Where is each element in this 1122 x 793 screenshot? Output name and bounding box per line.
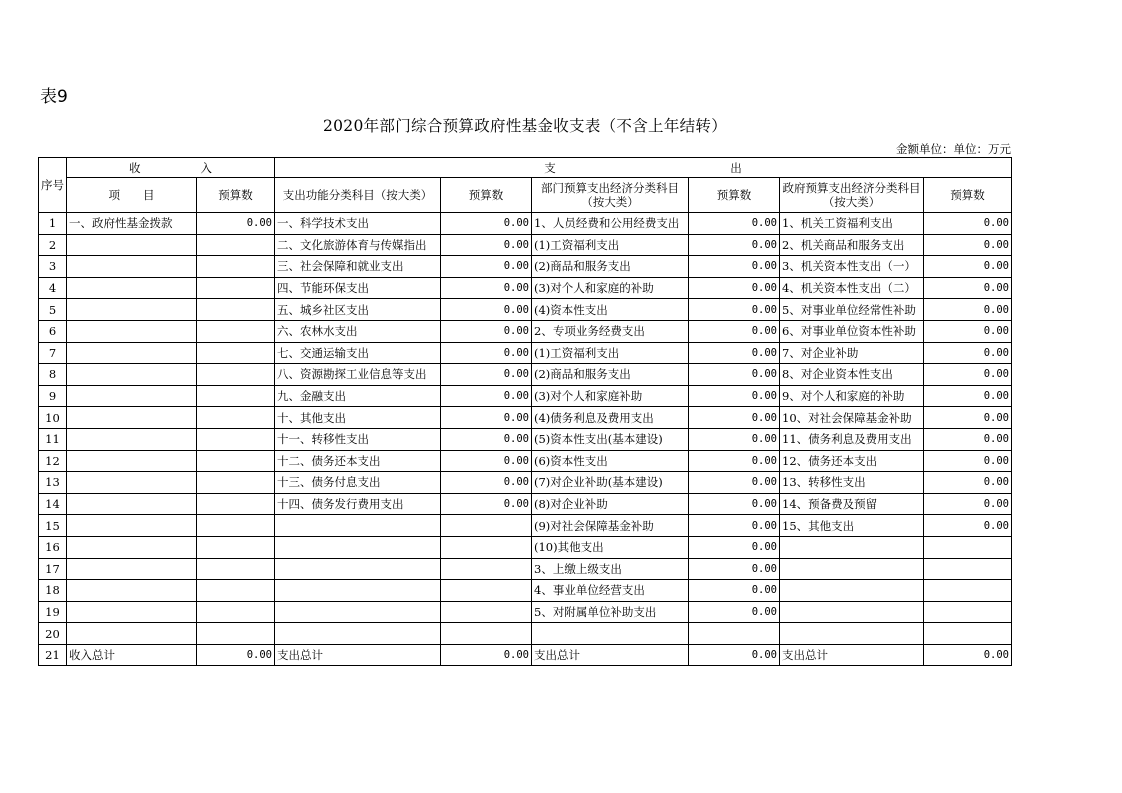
gov-econ-item (780, 558, 924, 580)
header-func-class: 支出功能分类科目（按大类） (275, 178, 441, 213)
dept-econ-amount: 0.00 (689, 536, 780, 558)
func-class-amount: 0.00 (441, 450, 532, 472)
gov-econ-item: 9、对个人和家庭的补助 (780, 385, 924, 407)
func-class-amount: 0.00 (441, 277, 532, 299)
row-number: 13 (39, 472, 67, 494)
dept-econ-amount: 0.00 (689, 472, 780, 494)
gov-econ-amount: 0.00 (924, 364, 1012, 386)
gov-econ-item: 10、对社会保障基金补助 (780, 407, 924, 429)
table-row (39, 515, 1012, 537)
func-class-amount: 0.00 (441, 428, 532, 450)
table-row (39, 472, 1012, 494)
dept-econ-amount: 0.00 (689, 515, 780, 537)
row-number: 16 (39, 536, 67, 558)
table-row (39, 580, 1012, 602)
dept-econ-item: (3)对个人和家庭补助 (532, 385, 689, 407)
income-amount (197, 364, 275, 386)
income-item (67, 558, 197, 580)
gov-econ-amount (924, 558, 1012, 580)
gov-econ-item: 15、其他支出 (780, 515, 924, 537)
income-total-label: 收入总计 (67, 644, 197, 666)
func-class-item: 十二、债务还本支出 (275, 450, 441, 472)
income-amount (197, 342, 275, 364)
gov-econ-amount: 0.00 (924, 320, 1012, 342)
header-income-char-1: 收 (129, 160, 141, 175)
dept-total-amount: 0.00 (689, 644, 780, 666)
gov-econ-amount (924, 623, 1012, 645)
dept-econ-amount: 0.00 (689, 558, 780, 580)
gov-econ-amount: 0.00 (924, 342, 1012, 364)
row-number: 20 (39, 623, 67, 645)
income-amount (197, 407, 275, 429)
func-class-item: 七、交通运输支出 (275, 342, 441, 364)
row-number: 14 (39, 493, 67, 515)
dept-econ-item: 5、对附属单位补助支出 (532, 601, 689, 623)
table-row (39, 407, 1012, 429)
income-amount: 0.00 (197, 213, 275, 235)
row-number: 2 (39, 234, 67, 256)
gov-econ-amount: 0.00 (924, 450, 1012, 472)
gov-econ-item (780, 623, 924, 645)
dept-econ-item: (8)对企业补助 (532, 493, 689, 515)
dept-econ-amount: 0.00 (689, 364, 780, 386)
row-number: 3 (39, 256, 67, 278)
dept-econ-amount: 0.00 (689, 299, 780, 321)
income-amount (197, 299, 275, 321)
table-row (39, 342, 1012, 364)
row-number: 1 (39, 213, 67, 235)
gov-econ-item (780, 536, 924, 558)
row-number: 5 (39, 299, 67, 321)
dept-econ-item: (10)其他支出 (532, 536, 689, 558)
income-amount (197, 256, 275, 278)
gov-econ-item: 13、转移性支出 (780, 472, 924, 494)
gov-econ-amount (924, 536, 1012, 558)
dept-econ-item: (6)资本性支出 (532, 450, 689, 472)
income-amount (197, 558, 275, 580)
func-class-amount (441, 558, 532, 580)
table-row (39, 493, 1012, 515)
row-number: 18 (39, 580, 67, 602)
table-row (39, 385, 1012, 407)
income-amount (197, 623, 275, 645)
header-expense-char-2: 出 (730, 160, 742, 175)
table-row-total (39, 644, 1012, 666)
row-number: 17 (39, 558, 67, 580)
income-item (67, 277, 197, 299)
header-income-group (67, 158, 275, 178)
dept-econ-item: 4、事业单位经营支出 (532, 580, 689, 602)
header-func-budget: 预算数 (441, 178, 532, 213)
dept-econ-amount: 0.00 (689, 407, 780, 429)
gov-econ-amount: 0.00 (924, 493, 1012, 515)
income-item (67, 364, 197, 386)
gov-econ-item: 3、机关资本性支出（一） (780, 256, 924, 278)
func-class-amount: 0.00 (441, 364, 532, 386)
dept-econ-amount: 0.00 (689, 385, 780, 407)
table-row (39, 536, 1012, 558)
func-class-item (275, 580, 441, 602)
func-class-amount (441, 580, 532, 602)
dept-econ-item: (5)资本性支出(基本建设) (532, 428, 689, 450)
income-amount (197, 536, 275, 558)
income-item (67, 472, 197, 494)
row-number: 11 (39, 428, 67, 450)
income-item (67, 428, 197, 450)
table-row (39, 623, 1012, 645)
dept-econ-item: 2、专项业务经费支出 (532, 320, 689, 342)
func-class-item: 一、科学技术支出 (275, 213, 441, 235)
income-amount (197, 385, 275, 407)
gov-econ-item: 6、对事业单位资本性补助 (780, 320, 924, 342)
gov-econ-item: 7、对企业补助 (780, 342, 924, 364)
gov-econ-amount: 0.00 (924, 234, 1012, 256)
table-row (39, 364, 1012, 386)
gov-econ-item: 2、机关商品和服务支出 (780, 234, 924, 256)
gov-econ-item: 11、债务利息及费用支出 (780, 428, 924, 450)
row-number: 8 (39, 364, 67, 386)
income-total-amount: 0.00 (197, 644, 275, 666)
row-number: 9 (39, 385, 67, 407)
income-item (67, 536, 197, 558)
income-item (67, 450, 197, 472)
func-total-label: 支出总计 (275, 644, 441, 666)
func-class-amount: 0.00 (441, 234, 532, 256)
func-class-amount: 0.00 (441, 472, 532, 494)
gov-econ-amount (924, 601, 1012, 623)
dept-econ-item: (1)工资福利支出 (532, 234, 689, 256)
func-class-item: 十一、转移性支出 (275, 428, 441, 450)
func-class-item (275, 623, 441, 645)
row-number: 21 (39, 644, 67, 666)
income-amount (197, 515, 275, 537)
table-label: 表9 (40, 87, 68, 107)
func-class-amount (441, 515, 532, 537)
dept-econ-item: 1、人员经费和公用经费支出 (532, 213, 689, 235)
func-class-amount (441, 536, 532, 558)
table-row (39, 450, 1012, 472)
gov-econ-amount: 0.00 (924, 428, 1012, 450)
header-gov-budget: 预算数 (924, 178, 1012, 213)
income-item (67, 493, 197, 515)
income-amount (197, 580, 275, 602)
page-title: 2020年部门综合预算政府性基金收支表（不含上年结转） (322, 117, 728, 135)
func-total-amount: 0.00 (441, 644, 532, 666)
func-class-amount: 0.00 (441, 320, 532, 342)
func-class-amount: 0.00 (441, 407, 532, 429)
gov-econ-item: 1、机关工资福利支出 (780, 213, 924, 235)
row-number: 4 (39, 277, 67, 299)
func-class-amount (441, 601, 532, 623)
income-item: 一、政府性基金拨款 (67, 213, 197, 235)
func-class-item: 九、金融支出 (275, 385, 441, 407)
unit-note: 金额单位：单位：万元 (896, 142, 1011, 156)
dept-econ-amount: 0.00 (689, 450, 780, 472)
gov-econ-amount: 0.00 (924, 256, 1012, 278)
header-item: 项 目 (67, 178, 197, 213)
gov-total-amount: 0.00 (924, 644, 1012, 666)
gov-econ-item: 8、对企业资本性支出 (780, 364, 924, 386)
dept-econ-amount: 0.00 (689, 580, 780, 602)
func-class-item: 三、社会保障和就业支出 (275, 256, 441, 278)
func-class-item (275, 558, 441, 580)
func-class-item: 二、文化旅游体育与传媒指出 (275, 234, 441, 256)
income-amount (197, 472, 275, 494)
header-income-budget: 预算数 (197, 178, 275, 213)
table-row (39, 234, 1012, 256)
dept-econ-item: (4)资本性支出 (532, 299, 689, 321)
income-item (67, 515, 197, 537)
func-class-amount: 0.00 (441, 493, 532, 515)
func-class-amount: 0.00 (441, 256, 532, 278)
table-row (39, 213, 1012, 235)
row-number: 12 (39, 450, 67, 472)
func-class-item: 八、资源勘探工业信息等支出 (275, 364, 441, 386)
func-class-amount: 0.00 (441, 342, 532, 364)
dept-econ-item: (3)对个人和家庭的补助 (532, 277, 689, 299)
table-row (39, 277, 1012, 299)
income-item (67, 580, 197, 602)
table-row (39, 320, 1012, 342)
header-expense-char-1: 支 (544, 160, 556, 175)
income-item (67, 601, 197, 623)
gov-econ-amount: 0.00 (924, 213, 1012, 235)
gov-econ-amount (924, 580, 1012, 602)
row-number: 6 (39, 320, 67, 342)
income-amount (197, 428, 275, 450)
gov-econ-amount: 0.00 (924, 385, 1012, 407)
header-seq: 序号 (39, 158, 67, 213)
income-item (67, 234, 197, 256)
gov-econ-amount: 0.00 (924, 277, 1012, 299)
dept-econ-amount: 0.00 (689, 493, 780, 515)
gov-econ-item: 12、债务还本支出 (780, 450, 924, 472)
header-expense-group (275, 158, 1012, 178)
dept-econ-item: 3、上缴上级支出 (532, 558, 689, 580)
income-amount (197, 450, 275, 472)
func-class-item (275, 515, 441, 537)
income-item (67, 320, 197, 342)
dept-total-label: 支出总计 (532, 644, 689, 666)
func-class-amount: 0.00 (441, 299, 532, 321)
dept-econ-item: (2)商品和服务支出 (532, 256, 689, 278)
dept-econ-amount: 0.00 (689, 234, 780, 256)
func-class-item (275, 601, 441, 623)
dept-econ-item: (7)对企业补助(基本建设) (532, 472, 689, 494)
gov-econ-amount: 0.00 (924, 472, 1012, 494)
func-class-item: 五、城乡社区支出 (275, 299, 441, 321)
row-number: 19 (39, 601, 67, 623)
income-item (67, 256, 197, 278)
func-class-amount (441, 623, 532, 645)
func-class-amount: 0.00 (441, 213, 532, 235)
gov-econ-amount: 0.00 (924, 299, 1012, 321)
dept-econ-amount: 0.00 (689, 342, 780, 364)
dept-econ-amount: 0.00 (689, 428, 780, 450)
dept-econ-amount: 0.00 (689, 320, 780, 342)
gov-total-label: 支出总计 (780, 644, 924, 666)
dept-econ-amount: 0.00 (689, 601, 780, 623)
dept-econ-item: (2)商品和服务支出 (532, 364, 689, 386)
income-item (67, 385, 197, 407)
income-amount (197, 601, 275, 623)
table-row (39, 428, 1012, 450)
dept-econ-amount: 0.00 (689, 277, 780, 299)
dept-econ-amount: 0.00 (689, 213, 780, 235)
table-row (39, 256, 1012, 278)
row-number: 7 (39, 342, 67, 364)
income-amount (197, 493, 275, 515)
dept-econ-item (532, 623, 689, 645)
gov-econ-item: 4、机关资本性支出（二） (780, 277, 924, 299)
header-gov-econ-class: 政府预算支出经济分类科目（按大类） (780, 178, 924, 213)
header-income-char-2: 入 (200, 160, 212, 175)
budget-table (38, 157, 1012, 666)
func-class-item: 六、农林水支出 (275, 320, 441, 342)
gov-econ-item: 5、对事业单位经常性补助 (780, 299, 924, 321)
header-dept-budget: 预算数 (689, 178, 780, 213)
gov-econ-item: 14、预备费及预留 (780, 493, 924, 515)
dept-econ-amount (689, 623, 780, 645)
income-item (67, 623, 197, 645)
gov-econ-item (780, 601, 924, 623)
dept-econ-item: (1)工资福利支出 (532, 342, 689, 364)
func-class-item: 十、其他支出 (275, 407, 441, 429)
table-row (39, 558, 1012, 580)
income-amount (197, 320, 275, 342)
table-row (39, 601, 1012, 623)
dept-econ-amount: 0.00 (689, 256, 780, 278)
row-number: 10 (39, 407, 67, 429)
header-dept-econ-class: 部门预算支出经济分类科目（按大类） (532, 178, 689, 213)
gov-econ-item (780, 580, 924, 602)
gov-econ-amount: 0.00 (924, 515, 1012, 537)
income-amount (197, 277, 275, 299)
func-class-item: 十四、债务发行费用支出 (275, 493, 441, 515)
func-class-amount: 0.00 (441, 385, 532, 407)
table-row (39, 299, 1012, 321)
func-class-item (275, 536, 441, 558)
income-amount (197, 234, 275, 256)
dept-econ-item: (4)债务利息及费用支出 (532, 407, 689, 429)
func-class-item: 十三、债务付息支出 (275, 472, 441, 494)
income-item (67, 407, 197, 429)
income-item (67, 342, 197, 364)
row-number: 15 (39, 515, 67, 537)
income-item (67, 299, 197, 321)
gov-econ-amount: 0.00 (924, 407, 1012, 429)
func-class-item: 四、节能环保支出 (275, 277, 441, 299)
dept-econ-item: (9)对社会保障基金补助 (532, 515, 689, 537)
